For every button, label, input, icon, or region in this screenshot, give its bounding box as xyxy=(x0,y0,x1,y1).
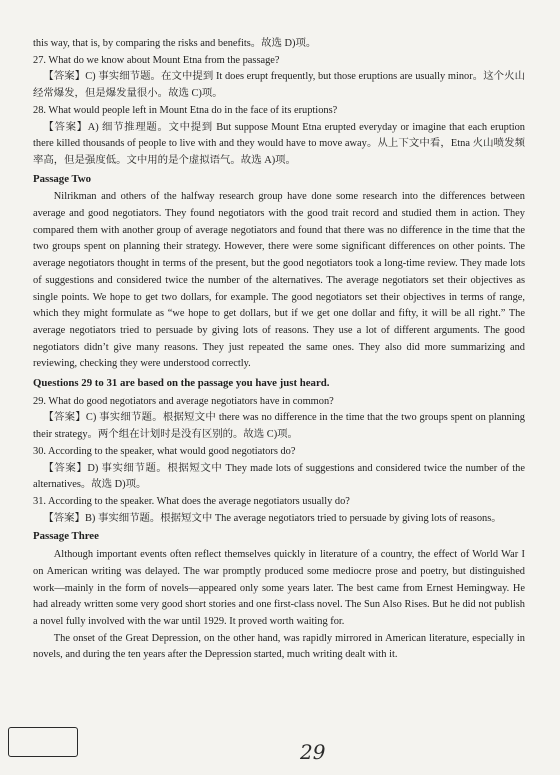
question-30: 30. According to the speaker, what would good negotiators do? xyxy=(33,445,296,457)
answer-31: 【答案】B) 事实细节题。根据短文中 The average negotiators tried to persuade by giving lots of reasons。 xyxy=(43,512,502,524)
document-page xyxy=(33,36,525,664)
question-27: 27. What do we know about Mount Etna from the passage? xyxy=(33,54,280,66)
answer-28: 【答案】A) 细节推理题。文中提到 But suppose Mount Etna erupted everyday or imagine that each eruption there killed thousands of people to live with and they would have to move away。从上下文中看，Etna 火山喷发频率高，但是强度低。文中用的是个虚拟语气。故选 A)项。 xyxy=(33,121,525,166)
passage-two-title: Passage Two xyxy=(33,172,92,185)
question-29: 29. What do good negotiators and average negotiators have in common? xyxy=(33,395,334,407)
question-28: 28. What would people left in Mount Etna do in the face of its eruptions? xyxy=(33,104,338,116)
passage-three-para-1: Although important events often reflect themselves quickly in literature of a country, the effect of World War I on American writing was delayed. The war promptly produced some mediocre prose and poetry, but distinguished work—mainly in the form of novels—appeared only some years later. The best came from Ernest Hemingway. He had already written some very good short stories and one first-class novel. The Sun Also Rises. But he did not publish a novel fully involved with the war until 1929. It proved worth waiting for. xyxy=(33,549,525,627)
score-box xyxy=(8,727,78,757)
questions-heading: Questions 29 to 31 are based on the passage you have just heard. xyxy=(33,377,330,390)
answer-27: 【答案】C) 事实细节题。在文中提到 It does erupt frequently, but those eruptions are usually minor。这个火山经常爆发，但是爆发量很小。故选 C)项。 xyxy=(33,71,525,100)
answer-30: 【答案】D) 事实细节题。根据短文中 They made lots of suggestions and considered twice the number of the alternatives。故选 D)项。 xyxy=(33,462,525,491)
passage-three-title: Passage Three xyxy=(33,530,99,543)
page-number: 29 xyxy=(300,740,326,764)
passage-two-body: Nilrikman and others of the halfway research group have done some research into the differences between average and good negotiators. They found negotiators with the good trait record and studied them in action. They compared them with another group of average negotiators and found that there was no difference in the time that the two groups spent on planning their strategy. However, there were some significant differences on other points. The average negotiators thought in terms of the present, but the good negotiators took a long-time review. They made lots of suggestions and considered twice the number of the alternatives. The average negotiators set their objectives as single points. We hope to get two dollars, for example. The good negotiators set their objectives in terms of range, which they might formulate as “we hope to get dollars, but if we get one dollar and fifty, it will be all right.” The average negotiators tried to persuade by giving lots of reasons. They use a lot of different arguments. The good negotiators didn’t give many reasons. They just repeated the same ones. They also did more summarizing and reviewing, checking they were understood correctly. xyxy=(33,191,525,370)
answer-26-tail: this way, that is, by comparing the risks and benefits。故选 D)项。 xyxy=(33,38,317,49)
answer-29: 【答案】C) 事实细节题。根据短文中 there was no difference in the time that the two groups spent on planning their strategy。两个组在计划时是没有区别的。故选 C)项。 xyxy=(33,412,525,441)
question-31: 31. According to the speaker. What does the average negotiators usually do? xyxy=(33,495,350,507)
passage-three-para-2: The onset of the Great Depression, on the other hand, was rapidly mirrored in American literature, especially in novels, and during the ten years after the Depression started, much writing dealt with it. xyxy=(33,632,525,661)
